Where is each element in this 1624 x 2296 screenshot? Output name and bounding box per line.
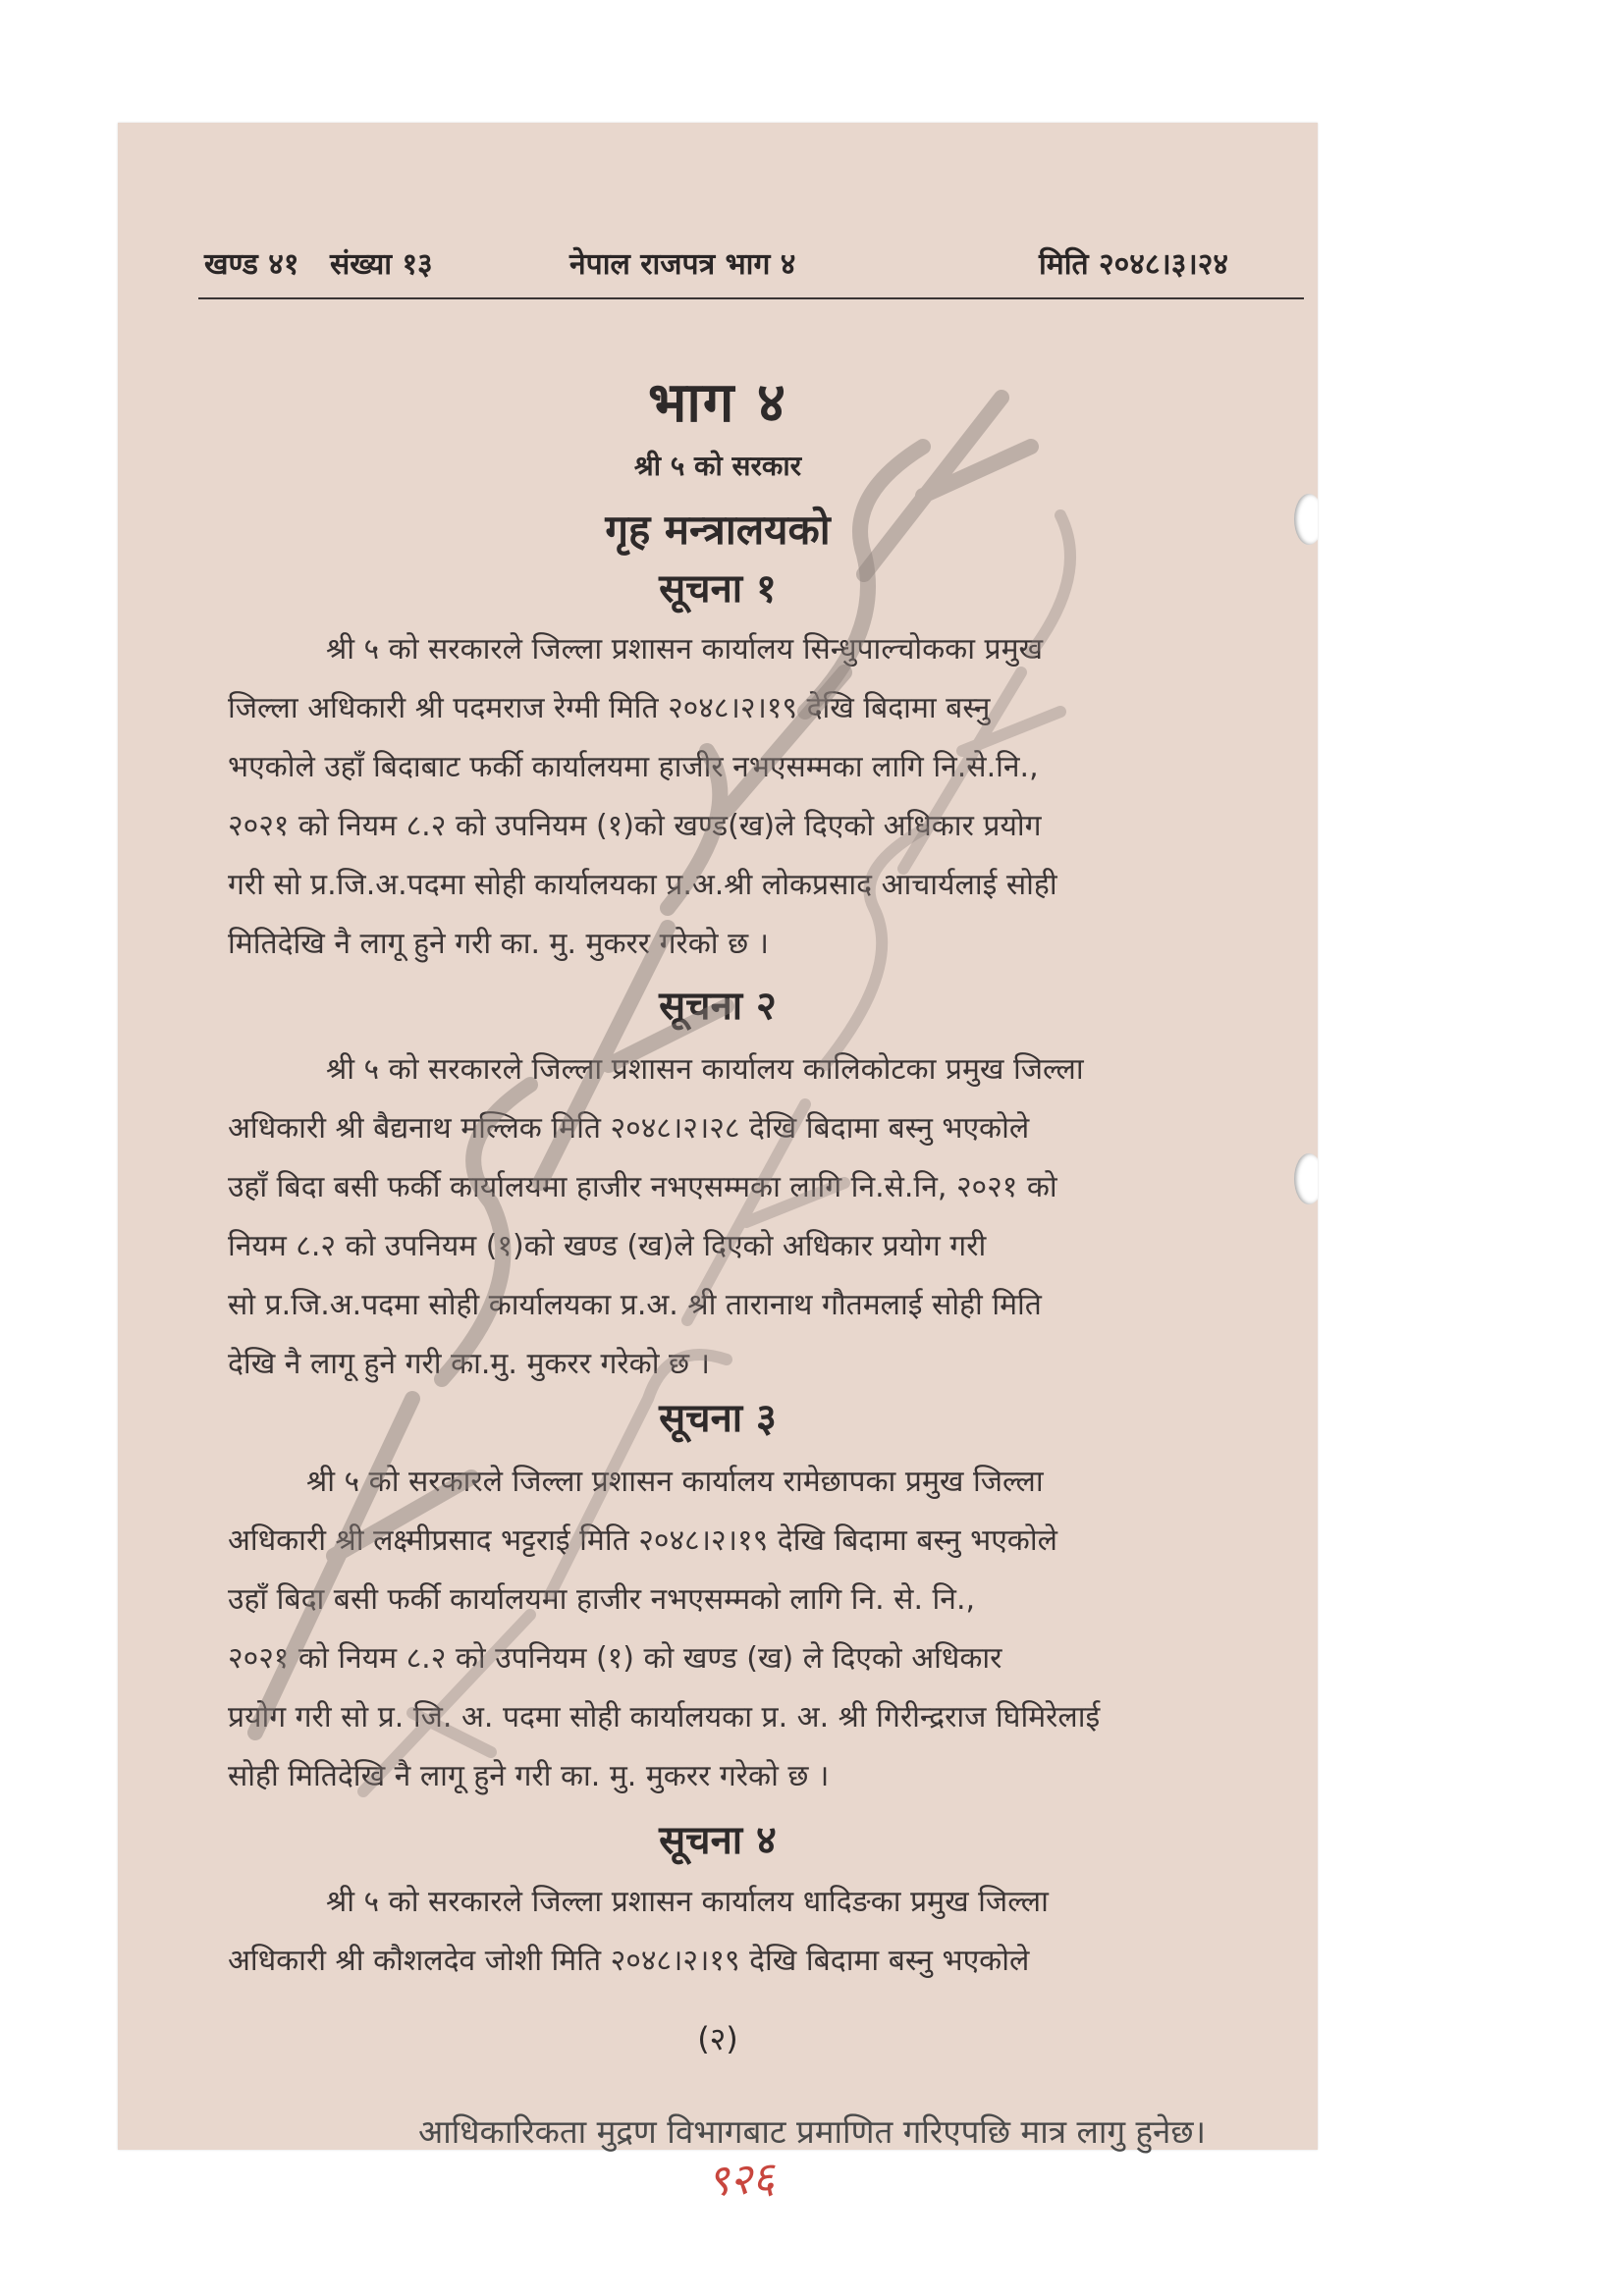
header-volume: खण्ड ४१ [204, 247, 299, 282]
notice-line: अधिकारी श्री लक्ष्मीप्रसाद भट्टराई मिति २०४८।२।१९ देखि बिदामा बस्नु भएकोले [228, 1523, 1057, 1558]
notice-body [228, 1041, 1318, 1394]
notice-line: श्री ५ को सरकारले जिल्ला प्रशासन कार्यालय रामेछापका प्रमुख जिल्ला [306, 1465, 1044, 1499]
authentication-note: आधिकारिकता मुद्रण विभागबाट प्रमाणित गरिएपछि मात्र लागु हुनेछ। [417, 2112, 1207, 2151]
notice-body [228, 1453, 1318, 1806]
notice-line: श्री ५ को सरकारले जिल्ला प्रशासन कार्यालय कालिकोटका प्रमुख जिल्ला [326, 1052, 1084, 1087]
notice-line: २०२१ को नियम ८.२ को उपनियम (१)को खण्ड(ख)ले दिएको अधिकार प्रयोग [228, 809, 1042, 843]
notice-line: देखि नै लागू हुने गरी का.मु. मुकरर गरेको छ । [228, 1347, 710, 1381]
notice-line: जिल्ला अधिकारी श्री पदमराज रेग्मी मिति २०४८।२।१९ देखि बिदामा बस्नु [228, 691, 991, 725]
handwritten-page-number: ९२६ [705, 2153, 777, 2207]
notice-line: अधिकारी श्री बैद्यनाथ मल्लिक मिति २०४८।२।२८ देखि बिदामा बस्नु भएकोले [228, 1111, 1030, 1146]
notice-line: मितिदेखि नै लागू हुने गरी का. मु. मुकरर गरेको छ । [228, 927, 770, 961]
ministry-heading: गृह मन्त्रालयको [605, 506, 831, 554]
notice-line: अधिकारी श्री कौशलदेव जोशी मिति २०४८।२।१९ देखि बिदामा बस्नु भएकोले [228, 1944, 1030, 1978]
notice-line: प्रयोग गरी सो प्र. जि. अ. पदमा सोही कार्यालयका प्र. अ. श्री गिरीन्द्रराज घिमिरेलाई [228, 1700, 1101, 1735]
notice-title: सूचना ४ [659, 1818, 777, 1863]
header-publication: नेपाल राजपत्र भाग ४ [569, 247, 796, 282]
notice-line: उहाँ बिदा बसी फर्की कार्यालयमा हाजीर नभएसम्मका लागि नि.से.नि, २०२१ को [228, 1170, 1057, 1204]
header-rule [198, 297, 1304, 299]
gazette-page [118, 123, 1318, 2150]
notice-title: सूचना १ [659, 566, 777, 612]
notice-line: भएकोले उहाँ बिदाबाट फर्की कार्यालयमा हाजीर नभएसम्मका लागि नि.से.नि., [228, 750, 1039, 784]
notice-line: सोही मितिदेखि नै लागू हुने गरी का. मु. मुकरर गरेको छ । [228, 1759, 830, 1793]
notice-line: श्री ५ को सरकारले जिल्ला प्रशासन कार्यालय सिन्धुपाल्चोकका प्रमुख [326, 632, 1044, 667]
notice-line: श्री ५ को सरकारले जिल्ला प्रशासन कार्यालय धादिङका प्रमुख जिल्ला [326, 1885, 1049, 1919]
notice-body [228, 620, 1318, 974]
page-header [204, 242, 1304, 292]
header-date: मिति २०४८।३।२४ [1039, 247, 1228, 282]
header-number: संख्या १३ [330, 247, 433, 282]
notice-line: नियम ८.२ को उपनियम (१)को खण्ड (ख)ले दिएको अधिकार प्रयोग गरी [228, 1229, 987, 1263]
notice-line: २०२१ को नियम ८.२ को उपनियम (१) को खण्ड (ख) ले दिएको अधिकार [228, 1641, 1002, 1676]
government-heading: श्री ५ को सरकार [633, 450, 802, 482]
notice-line: गरी सो प्र.जि.अ.पदमा सोही कार्यालयका प्र.अ.श्री लोकप्रसाद आचार्यलाई सोही [228, 868, 1057, 902]
notice-line: सो प्र.जि.अ.पदमा सोही कार्यालयका प्र.अ. श्री तारानाथ गौतमलाई सोही मिति [228, 1288, 1042, 1322]
part-title: भाग ४ [647, 371, 788, 435]
notice-title: सूचना ३ [659, 1396, 777, 1441]
notice-title: सूचना २ [659, 984, 777, 1029]
page-number: (२) [697, 2020, 738, 2057]
notice-line: उहाँ बिदा बसी फर्की कार्यालयमा हाजीर नभएसम्मको लागि नि. से. नि., [228, 1582, 976, 1617]
notice-body [228, 1873, 1318, 1991]
